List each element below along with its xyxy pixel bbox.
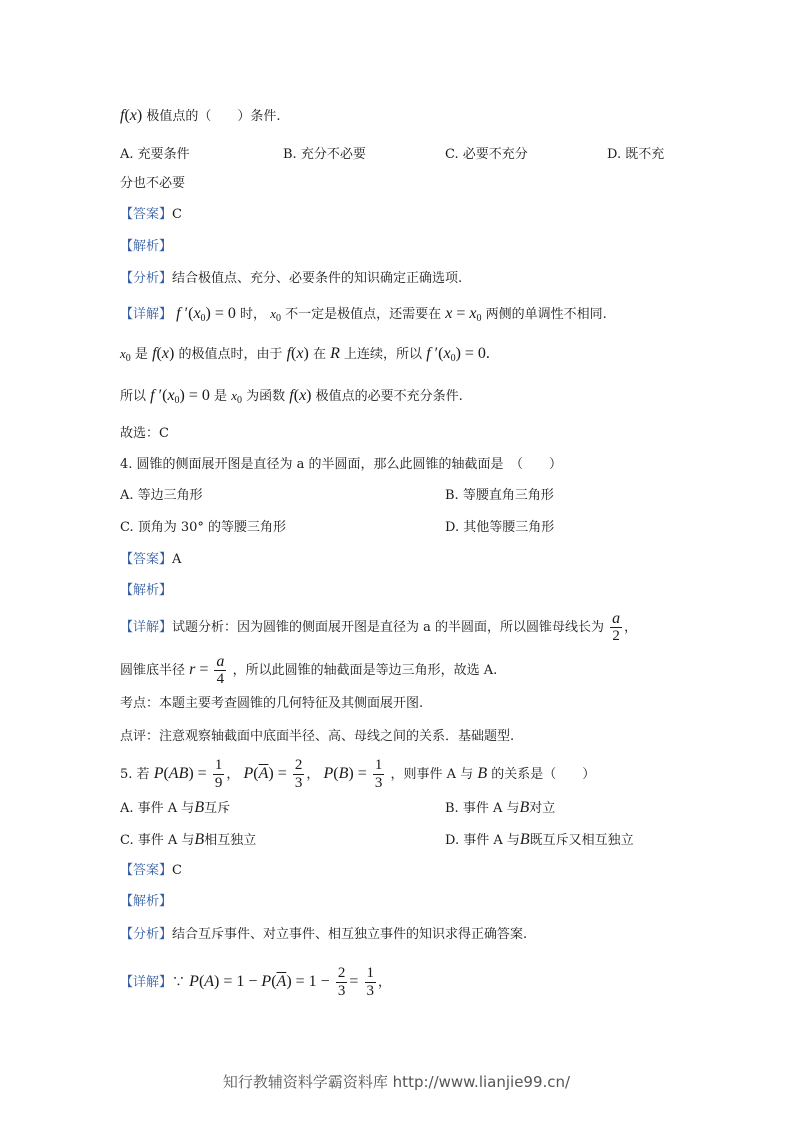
q3-detail-2: $x_0$ 是 f(x) 的极值点时，由于 f(x) 在 R 上连续，所以 f $'(x_0) = 0$. [120,345,490,364]
q3-detail-1: 【详解】 f $'(x_0) = 0$ 时， $x_0$ 不一定是极值点，还需要在 $x = x_0$ 两侧的单调性不相同. [120,305,607,324]
page-footer-watermark: 知行教辅资料学霸资料库 http://www.lianjie99.cn/ [222,1073,571,1091]
fraction-a-over-4: $\frac{a}{4}$ [216,653,225,687]
q3-option-c: C. 必要不充分 [445,147,528,162]
fraction-a-over-2: $\frac{a}{2}$ [612,610,621,644]
q4-jiexi: 【解析】 [120,583,173,598]
q3-option-b: B. 充分不必要 [283,147,366,162]
q5-option-c: C. 事件 A 与B相互独立 [120,831,257,848]
q4-stem: 4. 圆锥的侧面展开图是直径为 a 的半圆面，那么此圆锥的轴截面是 （ ） [120,457,563,472]
q5-answer: 【答案】C [120,863,182,878]
q3-stem-line: f(x) 极值点的（ ）条件. [120,107,281,124]
q5-option-b: B. 事件 A 与B对立 [445,799,556,816]
q4-detail-2: 圆锥底半径 r = $\frac{a}{4}$ ，所以此圆锥的轴截面是等边三角形，故选 A. [120,653,498,687]
fraction-2-3-b: $\frac{2}{3}$ [337,965,346,999]
fraction-1-3: $\frac{1}{3}$ [374,757,383,791]
q5-detail-1: 【详解】∵ $P(A) = 1 - P(\overline{A}) = 1$ − $\frac{2}{3}$ = $\frac{1}{3}$ ， [120,965,392,999]
q4-option-c: C. 顶角为 30° 的等腰三角形 [120,520,287,535]
q5-option-a: A. 事件 A 与B互斥 [120,799,231,816]
q5-jiexi: 【解析】 [120,894,173,909]
q4-answer: 【答案】A [120,552,182,567]
q3-detail-3: 所以 f $'(x_0) = 0$ 是 $x_0$ 为函数 f(x) 极值点的必要不充分条件. [120,387,463,406]
fraction-1-3-b: $\frac{1}{3}$ [366,965,374,999]
q3-option-d-cont: 分也不必要 [120,176,186,191]
q5-stem: 5. 若 P(AB) = $\frac{1}{9}$ ， $P(\overline{A})$ = $\frac{2}{3}$ ， P(B) = $\frac{1}{3}$ ，则事件 A 与 B 的关系是（ ） [120,757,596,791]
q4-option-b: B. 等腰直角三角形 [445,488,554,503]
q3-option-d: D. 既不充 [607,147,665,162]
q3-fenxi: 【分析】结合极值点、充分、必要条件的知识确定正确选项. [120,271,463,286]
math-fx: f [120,107,125,124]
q4-detail-1: 【详解】试题分析：因为圆锥的侧面展开图是直径为 a 的半圆面，所以圆锥母线长为 $\frac{a}{2}$ ， [120,610,638,644]
q4-dianping: 点评：注意观察轴截面中底面半径、高、母线之间的关系．基础题型. [120,729,515,744]
q4-kaodian: 考点：本题主要考查圆锥的几何特征及其侧面展开图. [120,696,424,711]
q3-jiexi: 【解析】 [120,239,173,254]
q5-fenxi: 【分析】结合互斥事件、对立事件、相互独立事件的知识求得正确答案. [120,927,528,942]
q3-answer: 【答案】C [120,207,182,222]
q4-option-a: A. 等边三角形 [120,488,203,503]
q3-stem-tail: 极值点的（ ）条件. [146,109,281,124]
q4-option-d: D. 其他等腰三角形 [445,520,555,535]
q5-option-d: D. 事件 A 与B既互斥又相互独立 [445,831,634,848]
q3-choose: 故选：C [120,426,169,441]
fraction-1-9: $\frac{1}{9}$ [214,757,223,791]
fraction-2-3: $\frac{2}{3}$ [294,757,303,791]
q3-option-a: A. 充要条件 [120,147,190,162]
